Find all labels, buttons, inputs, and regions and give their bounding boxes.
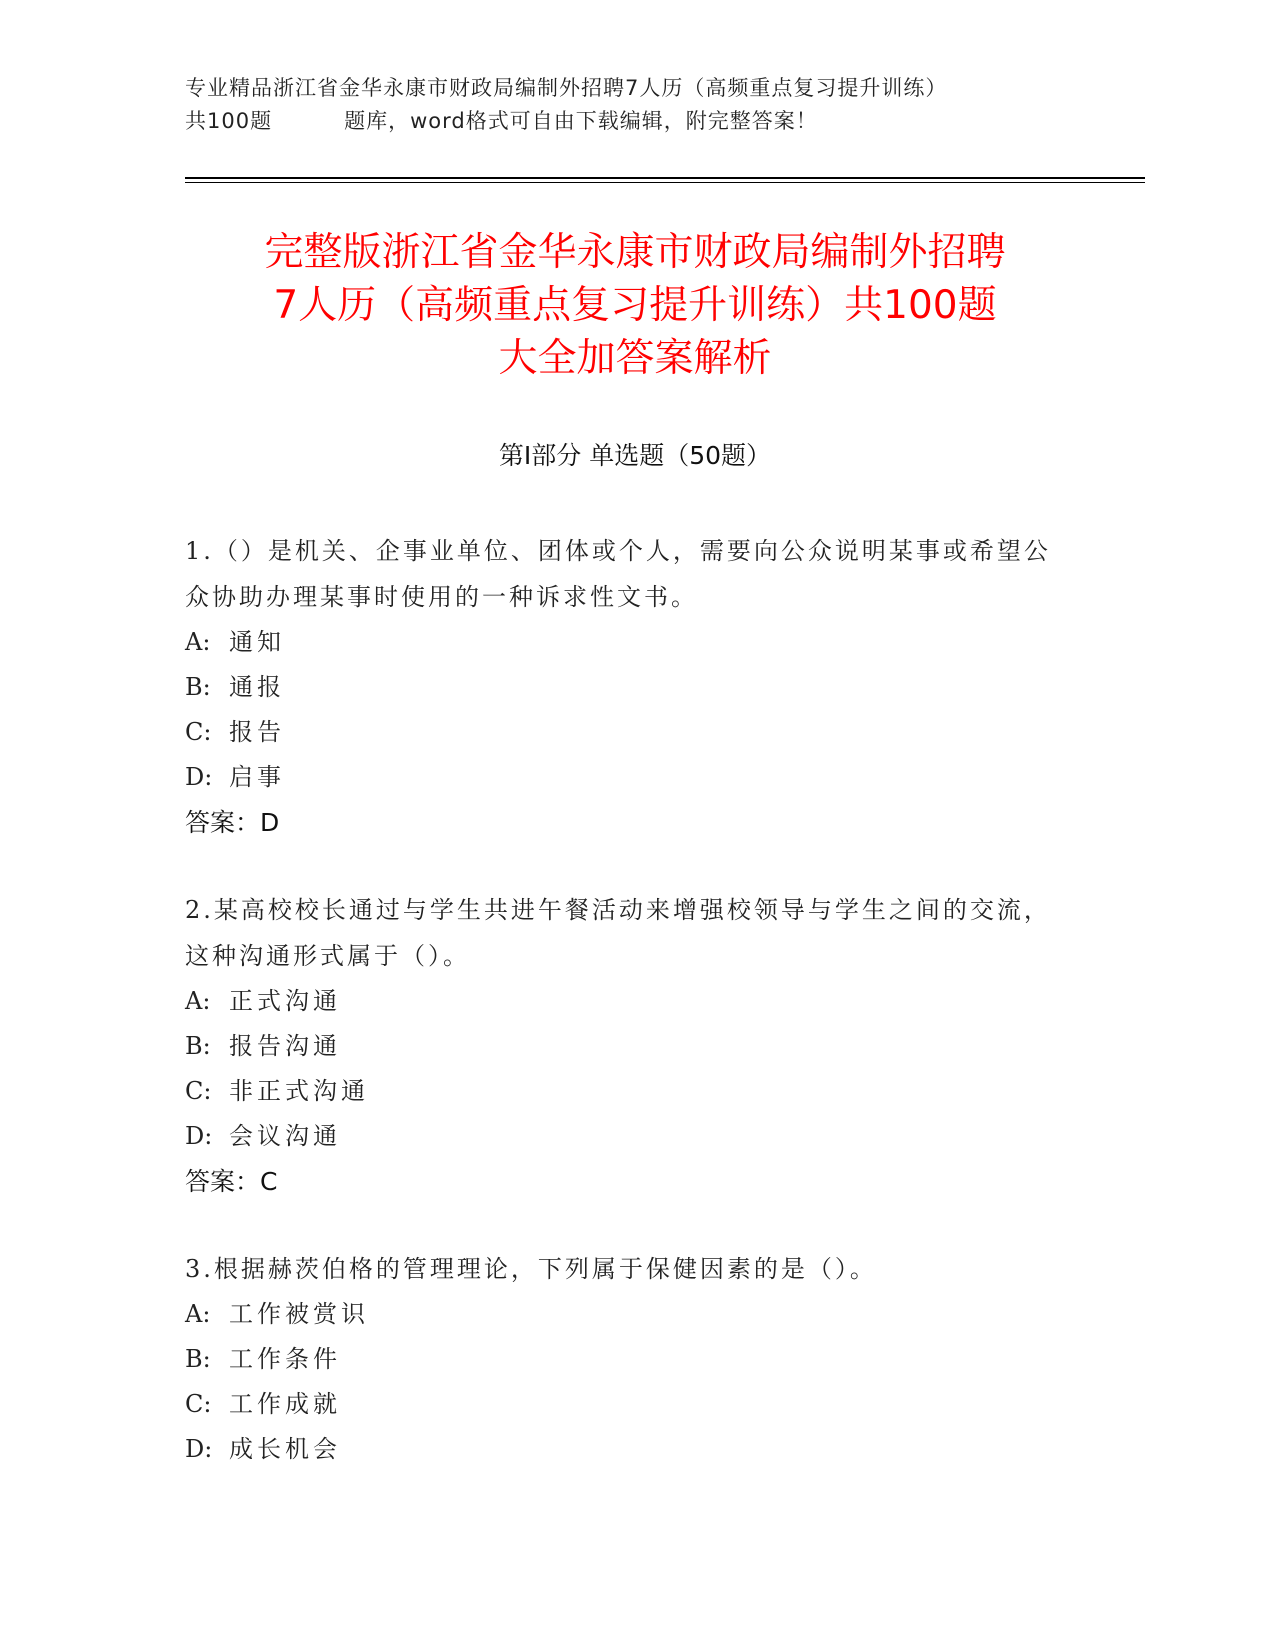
option-a: A: 通知 bbox=[185, 628, 285, 656]
option-d: D: 会议沟通 bbox=[185, 1122, 341, 1150]
option-b: B: 工作条件 bbox=[185, 1345, 341, 1373]
question-2 bbox=[185, 887, 1065, 1205]
header-line-2 bbox=[185, 105, 1085, 138]
question-3 bbox=[185, 1246, 1065, 1472]
option-c: C: 非正式沟通 bbox=[185, 1077, 369, 1105]
header-line-1: 专业精品浙江省金华永康市财政局编制外招聘7人历（高频重点复习提升训练） bbox=[185, 76, 948, 100]
document-title bbox=[170, 226, 1100, 385]
title-line-1: 完整版浙江省金华永康市财政局编制外招聘 bbox=[264, 230, 1006, 275]
option-c: C: 报告 bbox=[185, 718, 285, 746]
option-b: B: 通报 bbox=[185, 673, 285, 701]
question-stem: 1.（）是机关、企事业单位、团体或个人，需要向公众说明某事或希望公众协助办理某事时使用的一种诉求性文书。 bbox=[185, 537, 1051, 611]
header-divider-thick bbox=[185, 177, 1145, 179]
option-d: D: 启事 bbox=[185, 763, 285, 791]
title-line-3: 大全加答案解析 bbox=[498, 336, 772, 381]
option-d: D: 成长机会 bbox=[185, 1435, 341, 1463]
question-stem: 2.某高校校长通过与学生共进午餐活动来增强校领导与学生之间的交流，这种沟通形式属于（）。 bbox=[185, 896, 1051, 970]
document-header bbox=[185, 72, 1085, 138]
header-description: 题库，word格式可自由下载编辑，附完整答案！ bbox=[344, 109, 818, 133]
option-b: B: 报告沟通 bbox=[185, 1032, 341, 1060]
question-list bbox=[185, 528, 1065, 1513]
title-line-2: 7人历（高频重点复习提升训练）共100题 bbox=[273, 283, 997, 328]
header-divider-thin bbox=[185, 182, 1145, 183]
question-stem: 3.根据赫茨伯格的管理理论，下列属于保健因素的是（）。 bbox=[185, 1255, 877, 1283]
header-count: 共100题 bbox=[185, 109, 273, 133]
option-a: A: 正式沟通 bbox=[185, 987, 341, 1015]
answer-line: 答案：C bbox=[185, 1167, 278, 1196]
section-heading: 第Ⅰ部分 单选题（50题） bbox=[498, 441, 772, 470]
question-1 bbox=[185, 528, 1065, 846]
option-a: A: 工作被赏识 bbox=[185, 1300, 369, 1328]
option-c: C: 工作成就 bbox=[185, 1390, 341, 1418]
answer-line: 答案：D bbox=[185, 808, 280, 837]
